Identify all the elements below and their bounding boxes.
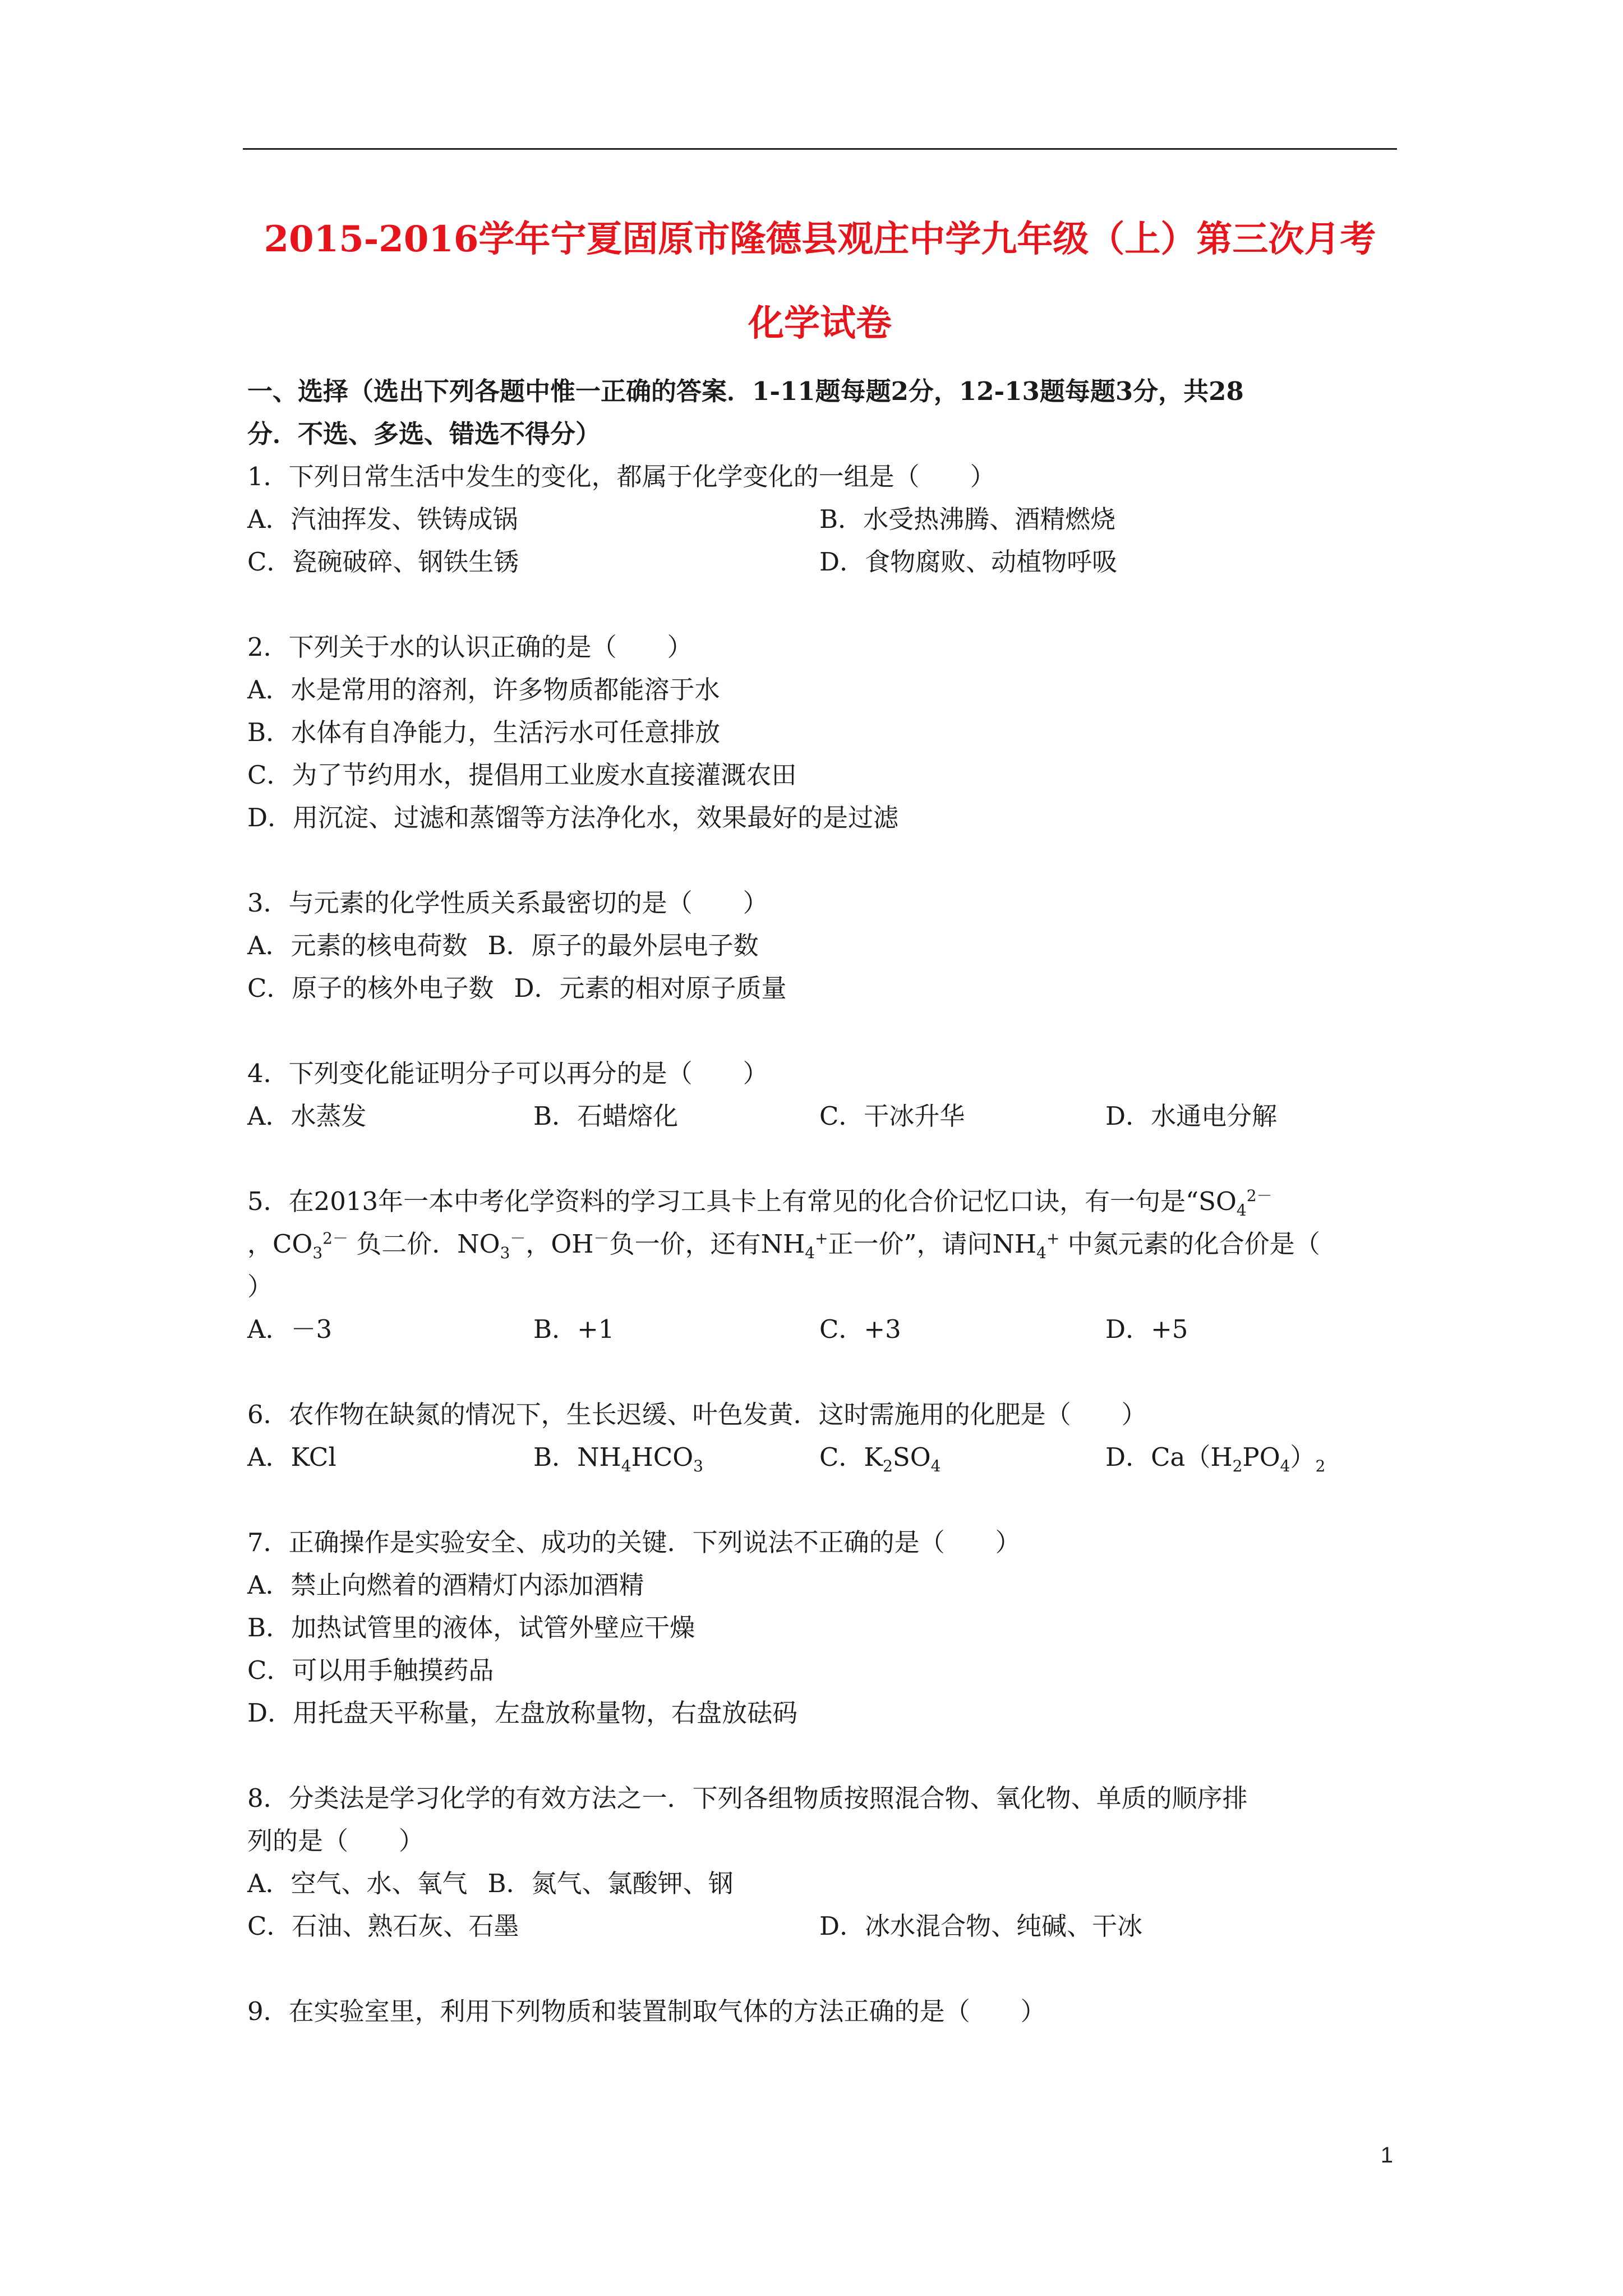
question-9 (247, 1990, 1391, 2033)
section-header-line1: 一、选择（选出下列各题中惟一正确的答案．1-11题每题2分，12-13题每题3分，共28 (247, 376, 1244, 406)
options (247, 1095, 1391, 1138)
paper-title-line1: 2015-2016学年宁夏固原市隆德县观庄中学九年级（上）第三次月考 (264, 218, 1376, 260)
exam-content (247, 370, 1391, 2033)
paper-title-line2: 化学试卷 (748, 302, 892, 344)
question-6 (247, 1393, 1391, 1479)
option-d: D．食物腐败、动植物呼吸 (819, 547, 1118, 577)
option-b: B．$NH_4HCO_3$ (533, 1442, 703, 1475)
option-b: B．水受热沸腾、酒精燃烧 (819, 504, 1116, 534)
options (247, 1564, 1391, 1734)
option-b: B．原子的最外层电子数 (487, 931, 759, 960)
option-b: B．石蜡熔化 (533, 1101, 679, 1131)
stem-line1: 5．在2013年一本中考化学资料的学习工具卡上有常见的化合价记忆口诀，有一句是“$SO_4^{2-}$ (247, 1186, 1272, 1220)
option-c: C．可以用手触摸药品 (247, 1655, 494, 1685)
section-header (247, 370, 1391, 455)
stem-line2: 列的是（ ） (247, 1826, 425, 1856)
options (247, 1308, 1391, 1351)
question-stem: 3．与元素的化学性质关系最密切的是（ ） (247, 888, 768, 918)
option-a: A．空气、水、氧气 (247, 1869, 468, 1898)
option-b: B．+1 (533, 1314, 615, 1344)
option-d: D．用托盘天平称量，左盘放称量物，右盘放砝码 (247, 1698, 798, 1728)
question-2 (247, 626, 1391, 839)
question-stem: 7．正确操作是实验安全、成功的关键．下列说法不正确的是（ ） (247, 1527, 1021, 1557)
question-4 (247, 1052, 1391, 1138)
question-stem: 4．下列变化能证明分子可以再分的是（ ） (247, 1059, 768, 1088)
option-c: C．$K_2SO_4$ (819, 1442, 941, 1475)
option-c: C．+3 (819, 1314, 901, 1344)
page-number: 1 (1380, 2143, 1393, 2168)
stem-line1: 8．分类法是学习化学的有效方法之一．下列各组物质按照混合物、氧化物、单质的顺序排 (247, 1783, 1248, 1813)
header-rule (243, 148, 1397, 150)
question-1 (247, 455, 1391, 583)
option-c: C．原子的核外电子数 (247, 973, 494, 1003)
option-a: A．－3 (247, 1314, 333, 1344)
option-a: A．禁止向燃着的酒精灯内添加酒精 (247, 1570, 644, 1600)
question-stem (247, 1777, 1391, 1862)
option-d: D．用沉淀、过滤和蒸馏等方法净化水，效果最好的是过滤 (247, 803, 899, 832)
question-3 (247, 882, 1391, 1010)
option-d: D．$Ca(H_2PO_4)_2$ (1105, 1442, 1326, 1475)
question-stem: 6．农作物在缺氮的情况下，生长迟缓、叶色发黄．这时需施用的化肥是（ ） (247, 1400, 1147, 1429)
option-d: D．元素的相对原子质量 (514, 973, 787, 1003)
options (247, 1862, 1391, 1948)
option-b: B．水体有自净能力，生活污水可任意排放 (247, 717, 721, 747)
option-d: D．+5 (1105, 1314, 1188, 1344)
option-c: C．干冰升华 (819, 1101, 965, 1131)
section-header-line2: 分．不选、多选、错选不得分） (247, 419, 601, 449)
question-stem: 1．下列日常生活中发生的变化，都属于化学变化的一组是（ ） (247, 462, 995, 491)
option-a: A．水蒸发 (247, 1101, 367, 1131)
options (247, 669, 1391, 839)
question-stem (247, 1180, 1391, 1308)
option-d: D．冰水混合物、纯碱、干冰 (819, 1911, 1143, 1941)
option-b: B．加热试管里的液体，试管外壁应干燥 (247, 1613, 695, 1642)
question-stem: 9．在实验室里，利用下列物质和装置制取气体的方法正确的是（ ） (247, 1996, 1046, 2026)
option-c: C．为了节约用水，提倡用工业废水直接灌溉农田 (247, 760, 797, 790)
option-a: A．KCl (247, 1442, 336, 1472)
question-7 (247, 1521, 1391, 1734)
option-a: A．元素的核电荷数 (247, 931, 468, 960)
options (247, 498, 1391, 583)
option-b: B．氮气、氯酸钾、钢 (487, 1869, 734, 1898)
option-c: C．石油、熟石灰、石墨 (247, 1911, 519, 1941)
question-stem: 2．下列关于水的认识正确的是（ ） (247, 632, 693, 662)
stem-line3: ） (247, 1272, 273, 1301)
question-8 (247, 1777, 1391, 1948)
options (247, 1436, 1391, 1479)
stem-line2: ，$CO_3^{2-}$ 负二价．$NO_3^-$，OH－负一价，还有$NH_4^+$正一价”，请问$NH_4^+$ 中氮元素的化合价是（ (247, 1229, 1320, 1262)
option-c: C．瓷碗破碎、钢铁生锈 (247, 547, 519, 577)
question-5 (247, 1180, 1391, 1351)
option-d: D．水通电分解 (1105, 1101, 1278, 1131)
option-a: A．水是常用的溶剂，许多物质都能溶于水 (247, 675, 720, 705)
options (247, 924, 1391, 1010)
option-a: A．汽油挥发、铁铸成锅 (247, 504, 518, 534)
